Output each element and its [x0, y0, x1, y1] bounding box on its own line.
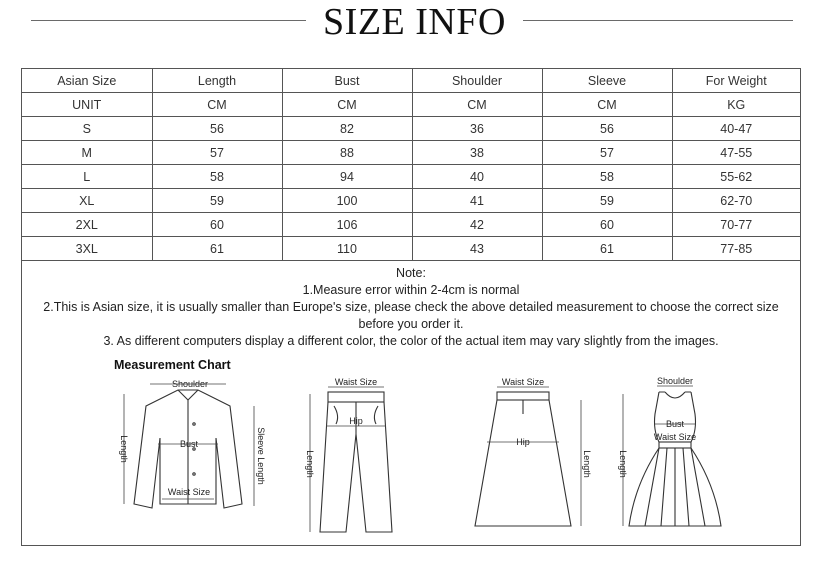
dress-waist-label: Waist Size	[653, 432, 697, 442]
table-cell: 70-77	[672, 213, 800, 237]
table-cell: 110	[282, 237, 412, 261]
skirt-diagram	[455, 354, 590, 544]
table-cell: 2XL	[22, 213, 152, 237]
note-line: 1.Measure error within 2-4cm is normal	[302, 283, 520, 297]
table-cell: KG	[672, 93, 800, 117]
header	[0, 0, 818, 44]
table-cell: 88	[282, 141, 412, 165]
skirt-length-label: Length	[582, 450, 592, 478]
table-cell: 60	[542, 213, 672, 237]
size-table	[22, 69, 800, 261]
table-row	[22, 165, 800, 189]
table-cell: 60	[152, 213, 282, 237]
table-cell: 40	[412, 165, 542, 189]
skirt-hip-label: Hip	[516, 437, 530, 447]
note-line: 2.This is Asian size, it is usually smaller than Europe's size, please check the above detailed measurement to choose the correct size	[43, 300, 779, 314]
header-rule-right	[523, 20, 793, 21]
table-cell: 58	[542, 165, 672, 189]
pants-length-label: Length	[305, 450, 315, 478]
table-cell: 94	[282, 165, 412, 189]
shirt-sleeve-label: Sleeve Length	[256, 427, 266, 485]
table-cell: 57	[542, 141, 672, 165]
header-cell: Length	[152, 69, 282, 93]
table-cell: 59	[152, 189, 282, 213]
table-cell: 82	[282, 117, 412, 141]
dress-bust-label: Bust	[665, 419, 685, 429]
shirt-waist-label: Waist Size	[167, 487, 211, 497]
table-cell: 77-85	[672, 237, 800, 261]
shirt-bust-label: Bust	[179, 439, 199, 449]
table-cell: 55-62	[672, 165, 800, 189]
table-row	[22, 93, 800, 117]
table-cell: 59	[542, 189, 672, 213]
header-cell: Sleeve	[542, 69, 672, 93]
header-cell: For Weight	[672, 69, 800, 93]
table-cell: 61	[152, 237, 282, 261]
table-cell: 40-47	[672, 117, 800, 141]
table-cell: L	[22, 165, 152, 189]
shirt-shoulder-label: Shoulder	[171, 379, 209, 389]
notes-heading: Note:	[396, 266, 426, 280]
table-cell: 41	[412, 189, 542, 213]
table-cell: 42	[412, 213, 542, 237]
table-row	[22, 141, 800, 165]
table-cell: 62-70	[672, 189, 800, 213]
table-cell: 100	[282, 189, 412, 213]
table-row	[22, 237, 800, 261]
table-cell: CM	[542, 93, 672, 117]
table-row	[22, 117, 800, 141]
measurement-chart-title: Measurement Chart	[114, 358, 231, 372]
header-cell: Shoulder	[412, 69, 542, 93]
table-cell: CM	[282, 93, 412, 117]
note-line: 3. As different computers display a different color, the color of the actual item may vary slightly from the images.	[103, 334, 719, 348]
table-cell: S	[22, 117, 152, 141]
page-title: SIZE INFO	[323, 1, 506, 43]
size-sheet	[21, 68, 801, 546]
pants-hip-label: Hip	[349, 416, 363, 426]
notes-block	[22, 265, 800, 350]
skirt-waist-label: Waist Size	[501, 377, 545, 387]
table-cell: 57	[152, 141, 282, 165]
measurement-chart	[110, 354, 730, 544]
note-line: before you order it.	[358, 317, 464, 331]
table-cell: 47-55	[672, 141, 800, 165]
pants-diagram	[298, 354, 408, 544]
header-rule-left	[31, 20, 306, 21]
pants-waist-label: Waist Size	[334, 377, 378, 387]
table-cell: 38	[412, 141, 542, 165]
table-cell: 106	[282, 213, 412, 237]
dress-length-label: Length	[618, 450, 628, 478]
table-cell: 56	[152, 117, 282, 141]
table-cell: 36	[412, 117, 542, 141]
table-cell: 56	[542, 117, 672, 141]
table-header-row	[22, 69, 800, 93]
dress-shoulder-label: Shoulder	[656, 376, 694, 386]
dress-diagram	[615, 354, 730, 544]
shirt-length-label: Length	[119, 435, 129, 463]
table-cell: 3XL	[22, 237, 152, 261]
header-cell: Bust	[282, 69, 412, 93]
table-cell: 61	[542, 237, 672, 261]
table-cell: CM	[412, 93, 542, 117]
table-cell: 58	[152, 165, 282, 189]
table-cell: XL	[22, 189, 152, 213]
header-cell: Asian Size	[22, 69, 152, 93]
table-row	[22, 213, 800, 237]
table-cell: UNIT	[22, 93, 152, 117]
table-cell: CM	[152, 93, 282, 117]
table-cell: 43	[412, 237, 542, 261]
table-cell: M	[22, 141, 152, 165]
table-row	[22, 189, 800, 213]
shirt-diagram	[110, 354, 275, 544]
